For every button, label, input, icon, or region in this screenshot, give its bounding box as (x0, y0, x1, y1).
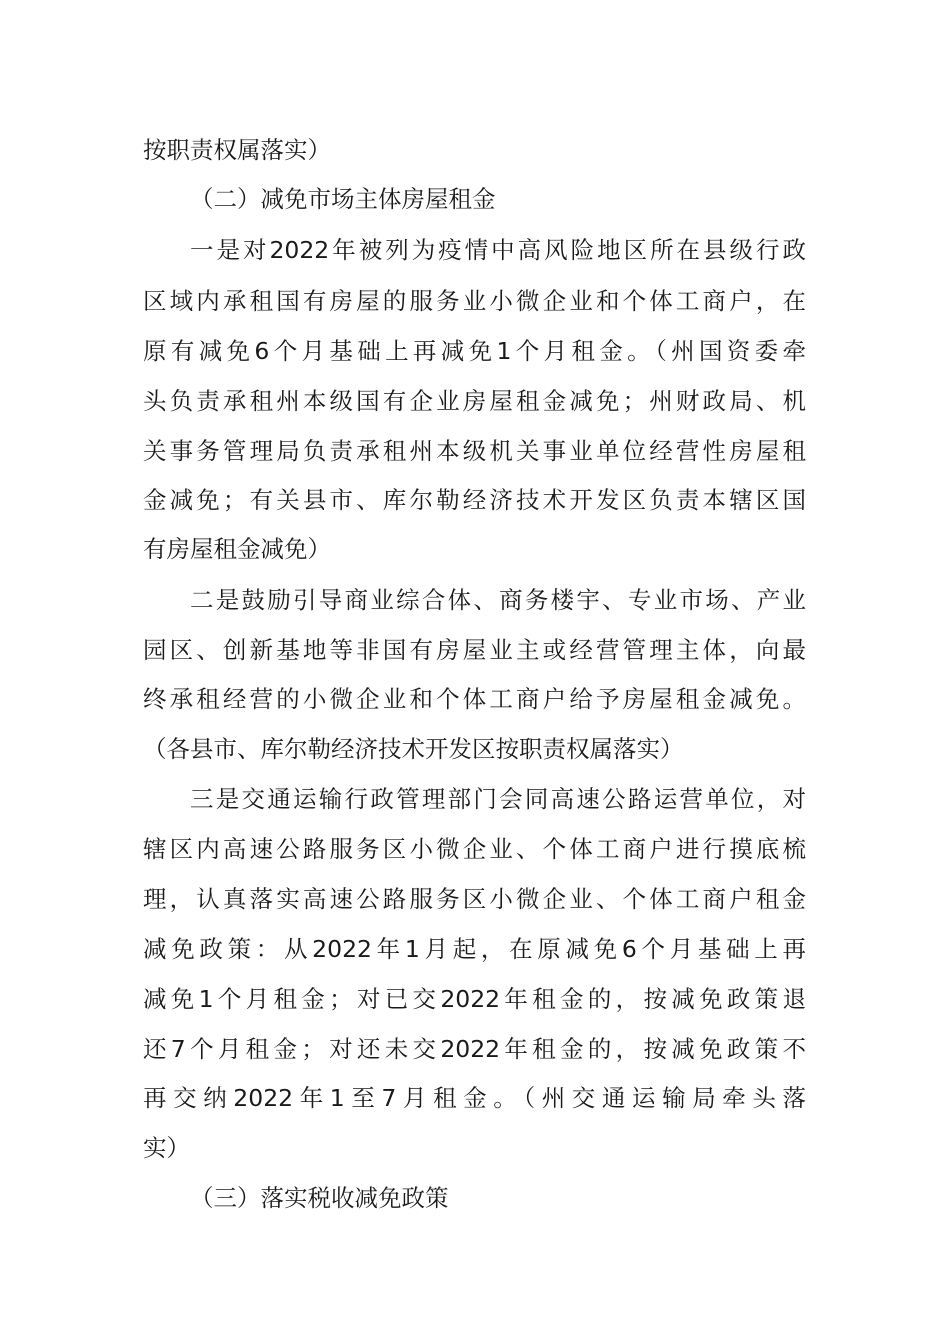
text-line: 关事务管理局负责承租州本级机关事业单位经营性房屋租 (143, 437, 806, 465)
text-line: 一是对2022年被列为疫情中高风险地区所在县级行政 (190, 236, 806, 264)
text-line: （各县市、库尔勒经济技术开发区按职责权属落实） (143, 735, 684, 763)
text-line: 区域内承租国有房屋的服务业小微企业和个体工商户，在 (143, 287, 806, 315)
text-line: 园区、创新基地等非国有房屋业主或经营管理主体，向最 (143, 636, 806, 664)
text-line: 原有减免6个月基础上再减免1个月租金。（州国资委牵 (143, 337, 806, 365)
section-heading: （二）减免市场主体房屋租金 (190, 185, 496, 213)
text-line: 辖区内高速公路服务区小微企业、个体工商户进行摸底梳 (143, 835, 806, 863)
text-line: 终承租经营的小微企业和个体工商户给予房屋租金减免。 (143, 685, 806, 713)
text-line: 金减免；有关县市、库尔勒经济技术开发区负责本辖区国 (143, 486, 806, 514)
text-line: 理，认真落实高速公路服务区小微企业、个体工商户租金 (143, 885, 806, 913)
text-line: 按职责权属落实） (143, 136, 331, 164)
section-heading: （三）落实税收减免政策 (190, 1184, 449, 1212)
text-line: 有房屋租金减免） (143, 535, 331, 563)
text-line: 三是交通运输行政管理部门会同高速公路运营单位，对 (190, 785, 806, 813)
text-line: 减免政策：从2022年1月起，在原减免6个月基础上再 (143, 935, 806, 963)
text-line: 头负责承租州本级国有企业房屋租金减免；州财政局、机 (143, 387, 806, 415)
text-line: 再交纳2022年1至7月租金。（州交通运输局牵头落 (143, 1084, 806, 1112)
text-line: 还7个月租金；对还未交2022年租金的，按减免政策不 (143, 1035, 806, 1063)
text-line: 减免1个月租金；对已交2022年租金的，按减免政策退 (143, 985, 806, 1013)
text-line: 实） (143, 1134, 190, 1162)
text-line: 二是鼓励引导商业综合体、商务楼宇、专业市场、产业 (190, 586, 806, 614)
